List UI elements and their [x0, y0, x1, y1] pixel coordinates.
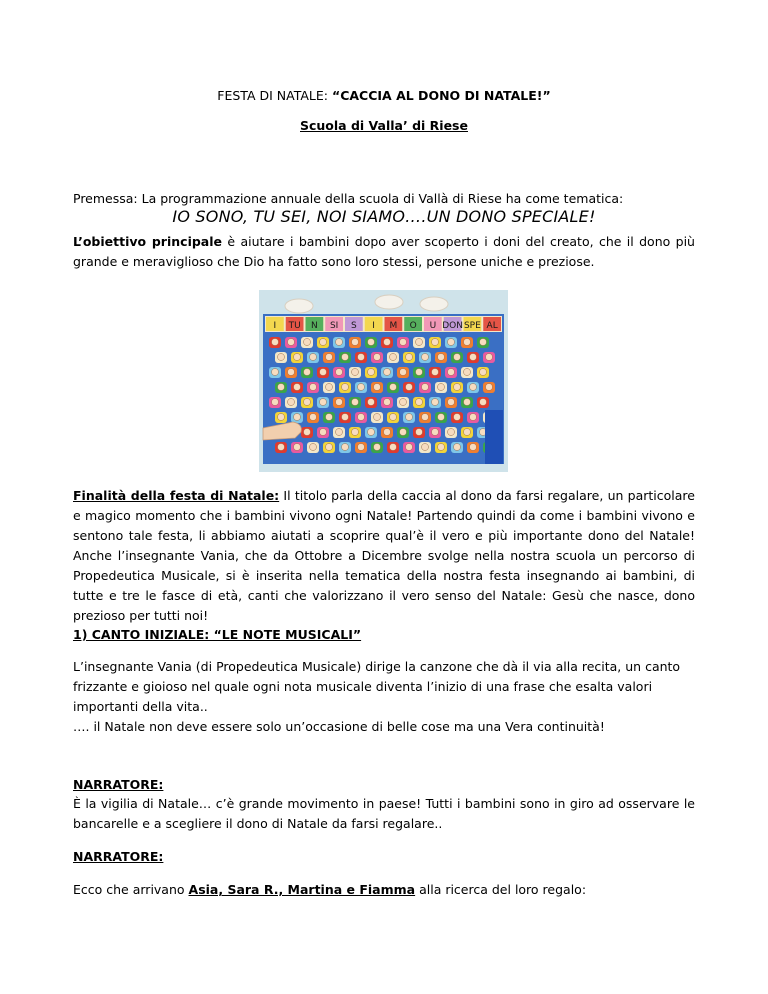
poster-face-108	[438, 444, 445, 451]
finalita-label: Finalità della festa di Natale:	[73, 488, 280, 503]
document-title: FESTA DI NATALE: “CACCIA AL DONO DI NATALE!”	[217, 88, 551, 103]
banner-letter-6: M	[389, 321, 398, 331]
poster-face-23	[422, 354, 429, 361]
poster-face-74	[342, 414, 349, 421]
poster-face-10	[432, 339, 439, 346]
poster-face-8	[400, 339, 407, 346]
poster-face-92	[400, 429, 407, 436]
poster-face-64	[400, 399, 407, 406]
poster-face-24	[438, 354, 445, 361]
poster-face-77	[390, 414, 397, 421]
poster-face-78	[406, 414, 413, 421]
banner-letter-3: SI	[329, 321, 339, 331]
poster-face-46	[342, 384, 349, 391]
poster-face-45	[326, 384, 333, 391]
paper-angel-1	[375, 295, 403, 309]
character-names: Asia, Sara R., Martina e Fiamma	[188, 882, 416, 897]
poster-face-32	[336, 369, 343, 376]
poster-face-12	[464, 339, 471, 346]
poster-face-34	[368, 369, 375, 376]
poster-face-59	[320, 399, 327, 406]
poster-face-102	[342, 444, 349, 451]
poster-face-93	[416, 429, 423, 436]
poster-face-58	[304, 399, 311, 406]
poster-face-39	[448, 369, 455, 376]
poster-face-98	[278, 444, 285, 451]
poster-face-19	[358, 354, 365, 361]
poster-face-75	[358, 414, 365, 421]
poster-face-37	[416, 369, 423, 376]
poster-face-40	[464, 369, 471, 376]
poster-face-1	[288, 339, 295, 346]
banner-letter-11: AL	[486, 321, 498, 331]
poster-face-54	[470, 384, 477, 391]
poster-face-56	[272, 399, 279, 406]
poster-face-70	[278, 414, 285, 421]
poster-face-6	[368, 339, 375, 346]
poster-face-33	[352, 369, 359, 376]
banner-letter-1: TU	[288, 321, 301, 331]
paper-angel-0	[285, 299, 313, 313]
classroom-poster-photo	[259, 290, 508, 472]
poster-face-69	[480, 399, 487, 406]
poster-face-38	[432, 369, 439, 376]
finalita-paragraph: Finalità della festa di Natale: Il titolo parla della caccia al dono da farsi regalare, un particolare e magico momento che i bambini vivono ogni Natale! Partendo quindi da come i bambini vivono e sentono tale festa, li abbiamo aiutati a scoprire qual’è il vero e più importante dono del Natale! Anche l’insegnante Vania, che da Ottobre a Dicembre svolge nella nostra scuola un percorso di Propedeutica Musicale, si è inserita nella tematica della nostra festa insegnando ai bambini, di tutte e tre le fasce di età, canti che valorizzano il vero senso del Natale: Gesù che nasce, dono prezioso per tutti noi!	[73, 488, 695, 623]
poster-face-29	[288, 369, 295, 376]
poster-face-11	[448, 339, 455, 346]
school-name: Scuola di Valla’ di Riese	[300, 118, 468, 133]
poster-face-36	[400, 369, 407, 376]
poster-face-47	[358, 384, 365, 391]
canto-continuation: …. il Natale non deve essere solo un’occasione di belle cose ma una Vera continuità!	[73, 719, 605, 734]
poster-face-50	[406, 384, 413, 391]
poster-face-43	[294, 384, 301, 391]
poster-face-55	[486, 384, 493, 391]
poster-face-107	[422, 444, 429, 451]
poster-face-109	[454, 444, 461, 451]
poster-face-4	[336, 339, 343, 346]
poster-face-87	[320, 429, 327, 436]
poster-face-106	[406, 444, 413, 451]
blue-figure	[485, 410, 503, 464]
poster-face-72	[310, 414, 317, 421]
poster-face-30	[304, 369, 311, 376]
poster-face-53	[454, 384, 461, 391]
poster-face-110	[470, 444, 477, 451]
poster-face-105	[390, 444, 397, 451]
poster-face-80	[438, 414, 445, 421]
poster-face-100	[310, 444, 317, 451]
banner-letter-2: N	[311, 321, 318, 331]
poster-face-44	[310, 384, 317, 391]
poster-face-71	[294, 414, 301, 421]
poster-face-2	[304, 339, 311, 346]
poster-face-73	[326, 414, 333, 421]
poster-face-25	[454, 354, 461, 361]
poster-face-65	[416, 399, 423, 406]
poster-face-82	[470, 414, 477, 421]
poster-face-81	[454, 414, 461, 421]
poster-face-14	[278, 354, 285, 361]
poster-face-88	[336, 429, 343, 436]
poster-face-21	[390, 354, 397, 361]
poster-face-15	[294, 354, 301, 361]
motto: IO SONO, TU SEI, NOI SIAMO….UN DONO SPECIALE!	[172, 207, 596, 226]
poster-face-104	[374, 444, 381, 451]
banner-letter-7: O	[409, 321, 417, 331]
poster-face-28	[272, 369, 279, 376]
poster-face-13	[480, 339, 487, 346]
poster-face-0	[272, 339, 279, 346]
narratore-heading-2: NARRATORE:	[73, 849, 164, 864]
poster-face-99	[294, 444, 301, 451]
canto-paragraph: L’insegnante Vania (di Propedeutica Musicale) dirige la canzone che dà il via alla recita, un canto frizzante e gioioso nel quale ogni nota musicale diventa l’inizio di una frase che esalta valori importanti della vita..	[73, 659, 681, 714]
poster-face-9	[416, 339, 423, 346]
narratore-paragraph-2: Ecco che arrivano Asia, Sara R., Martina e Fiamma alla ricerca del loro regalo:	[73, 882, 587, 897]
poster-face-90	[368, 429, 375, 436]
poster-face-7	[384, 339, 391, 346]
poster-face-57	[288, 399, 295, 406]
poster-face-79	[422, 414, 429, 421]
poster-face-103	[358, 444, 365, 451]
poster-face-16	[310, 354, 317, 361]
banner-letter-9: DON	[442, 321, 463, 331]
poster-face-17	[326, 354, 333, 361]
banner-letter-8: U	[429, 321, 437, 331]
poster-face-89	[352, 429, 359, 436]
poster-face-18	[342, 354, 349, 361]
poster-face-96	[464, 429, 471, 436]
poster-face-27	[486, 354, 493, 361]
premise-text: Premessa: La programmazione annuale della scuola di Vallà di Riese ha come tematica:	[73, 191, 624, 206]
banner-letter-10: SPE	[463, 321, 481, 331]
poster-face-86	[304, 429, 311, 436]
poster-face-42	[278, 384, 285, 391]
poster-face-31	[320, 369, 327, 376]
banner-letter-5: I	[372, 321, 375, 331]
poster-face-68	[464, 399, 471, 406]
narratore-heading-1: NARRATORE:	[73, 777, 164, 792]
banner-letter-0: I	[273, 321, 277, 331]
narratore-paragraph-1: È la vigilia di Natale… c’è grande movimento in paese! Tutti i bambini sono in giro ad osservare le bancarelle e a scegliere il dono di Natale da farsi regalare..	[73, 796, 695, 831]
objective-label: L’obiettivo principale	[73, 234, 222, 249]
poster-face-48	[374, 384, 381, 391]
poster-face-52	[438, 384, 445, 391]
poster-face-61	[352, 399, 359, 406]
poster-face-26	[470, 354, 477, 361]
title-main: “CACCIA AL DONO DI NATALE!”	[331, 88, 551, 103]
poster-image	[259, 290, 508, 472]
poster-face-101	[326, 444, 333, 451]
canto-heading: 1) CANTO INIZIALE: “LE NOTE MUSICALI”	[73, 627, 362, 642]
poster-face-3	[320, 339, 327, 346]
poster-face-62	[368, 399, 375, 406]
poster-face-35	[384, 369, 391, 376]
objective-paragraph: L’obiettivo principale è aiutare i bambini dopo aver scoperto i doni del creato, che il dono più grande e meraviglioso che Dio ha fatto sono loro stessi, persone uniche e preziose.	[73, 234, 695, 269]
banner-letter-4: S	[351, 321, 357, 331]
poster-face-94	[432, 429, 439, 436]
poster-face-20	[374, 354, 381, 361]
poster-face-22	[406, 354, 413, 361]
poster-face-95	[448, 429, 455, 436]
poster-face-67	[448, 399, 455, 406]
poster-face-5	[352, 339, 359, 346]
paper-angel-2	[420, 297, 448, 311]
poster-face-91	[384, 429, 391, 436]
poster-face-63	[384, 399, 391, 406]
poster-face-49	[390, 384, 397, 391]
poster-face-76	[374, 414, 381, 421]
poster-face-60	[336, 399, 343, 406]
poster-face-66	[432, 399, 439, 406]
poster-face-41	[480, 369, 487, 376]
poster-face-51	[422, 384, 429, 391]
